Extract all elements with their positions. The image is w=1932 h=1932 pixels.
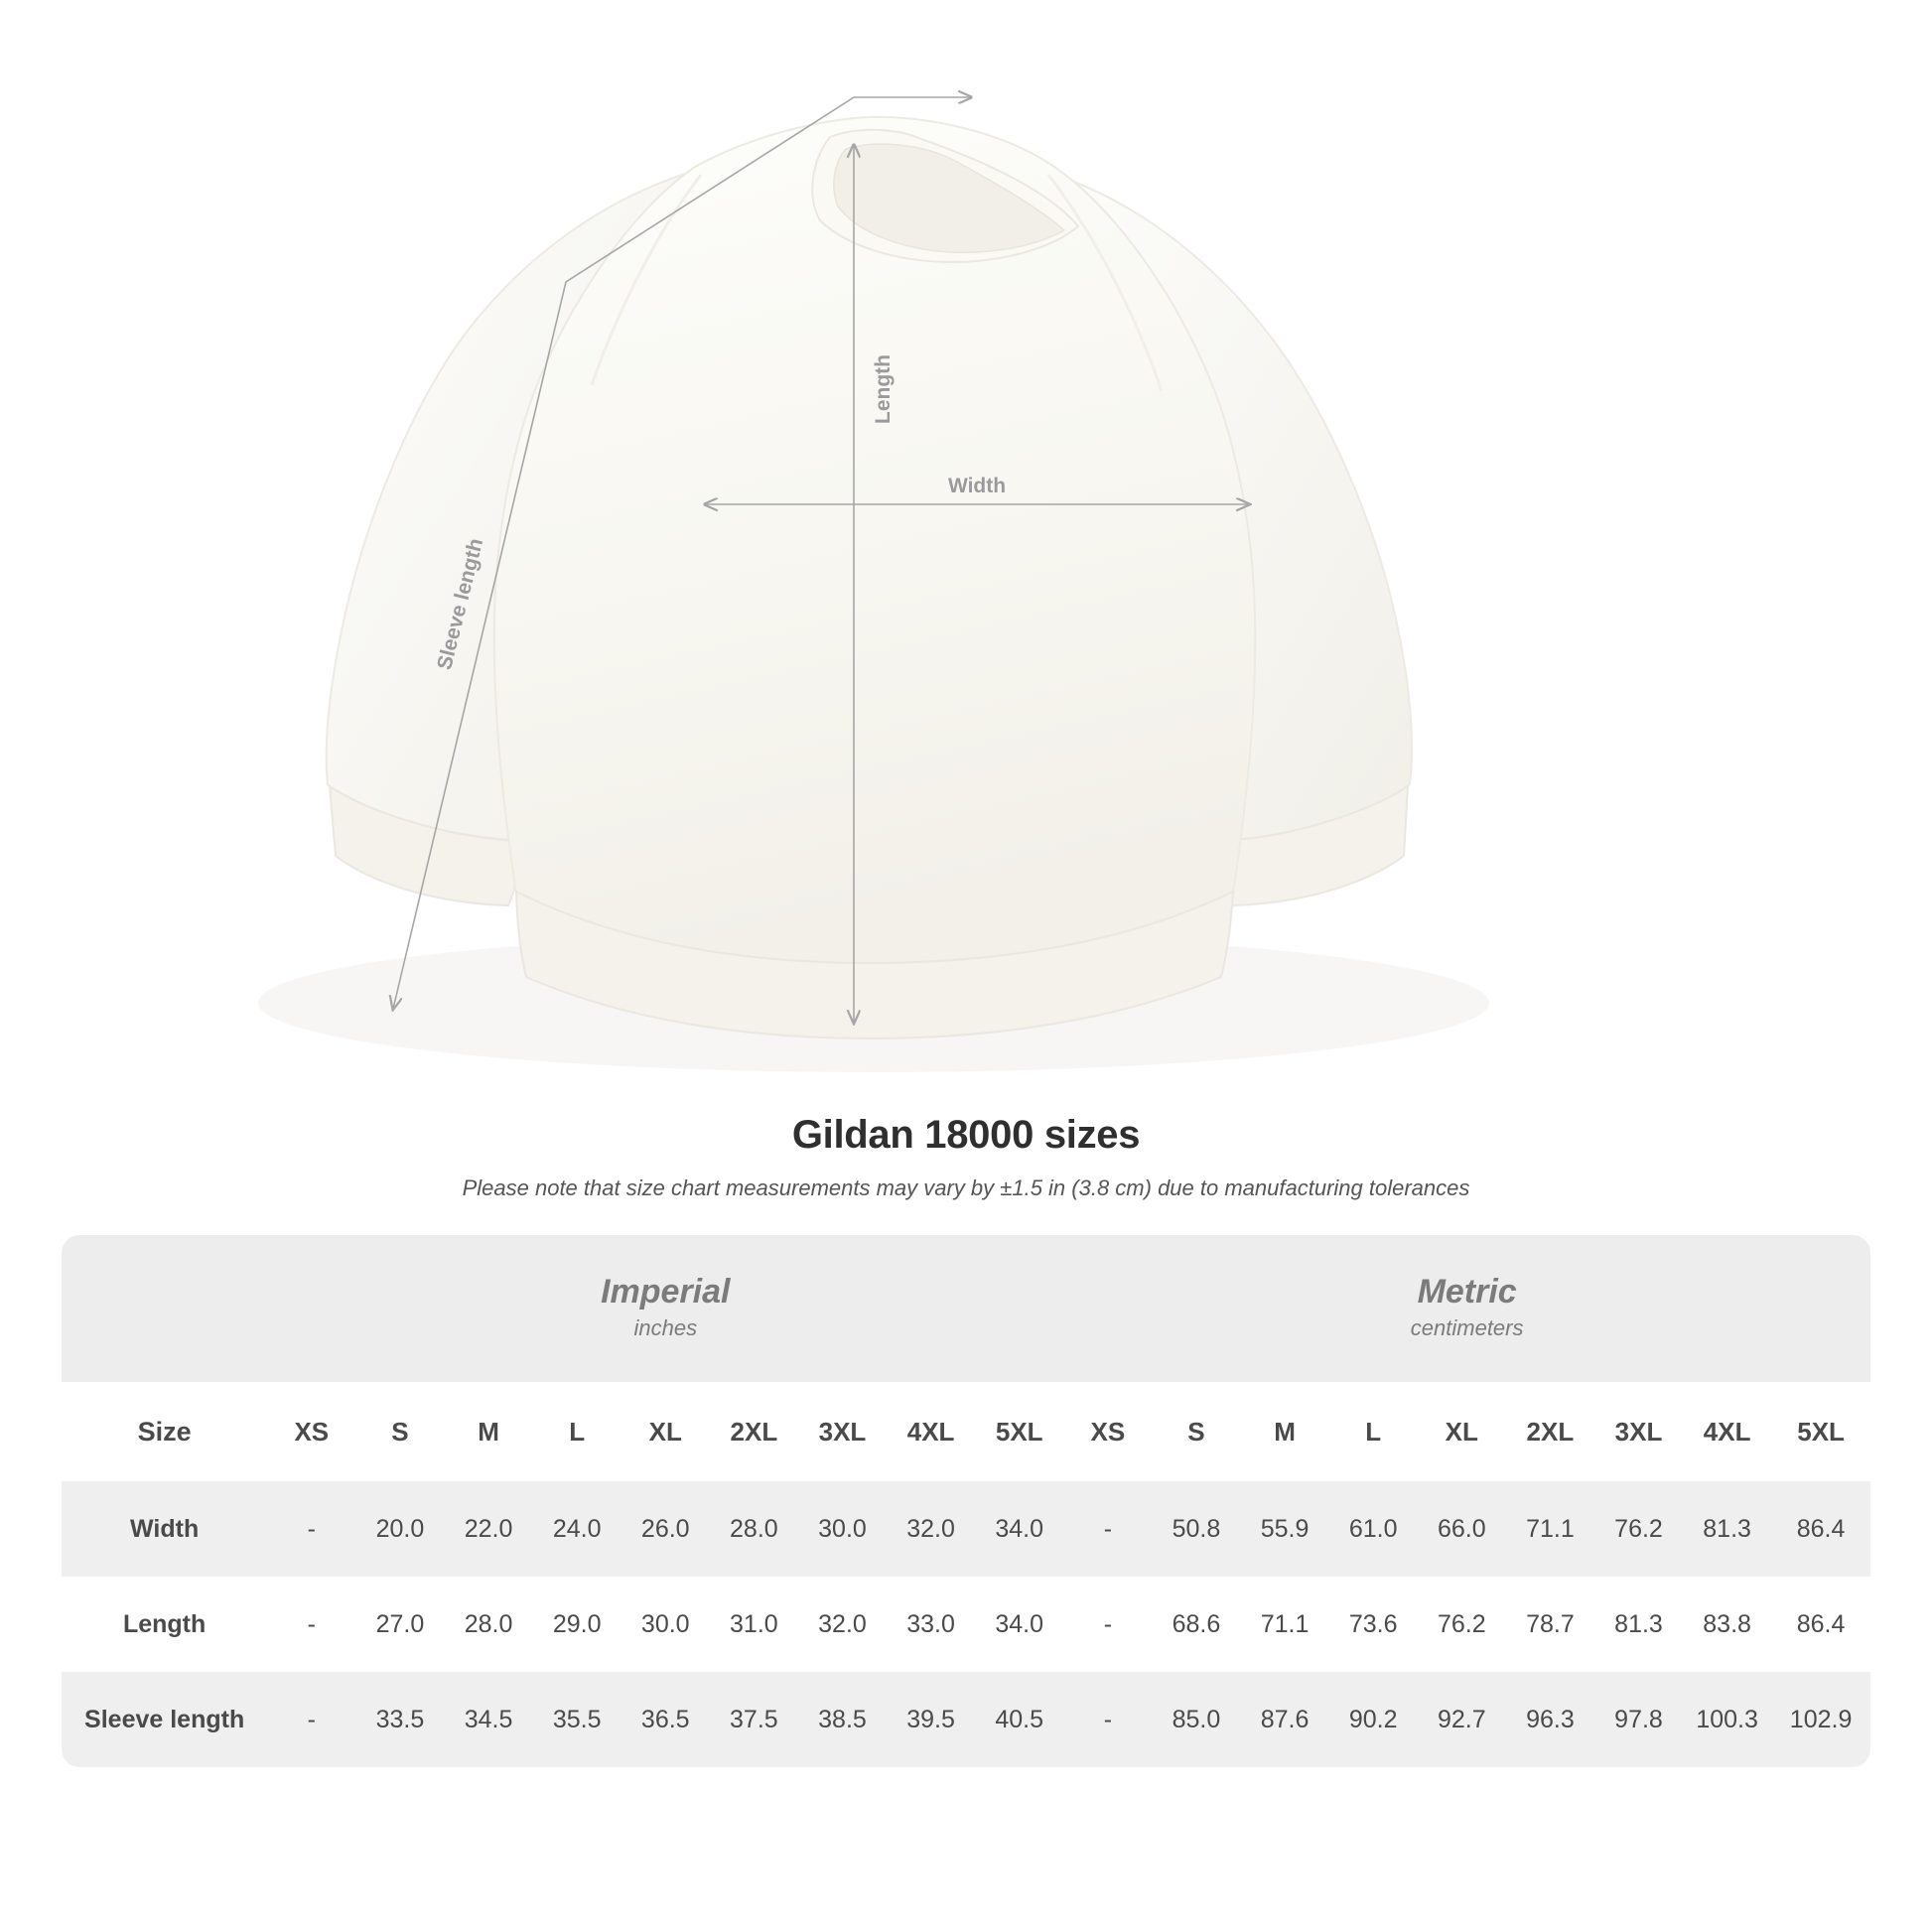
col-header-imp-l: L [533,1382,621,1481]
col-header-imp-xs: XS [267,1382,355,1481]
unit-group-metric [1063,1235,1870,1382]
cell-sleeve-met-xl: 92.7 [1418,1672,1506,1767]
col-header-imp-4xl: 4XL [887,1382,975,1481]
col-header-met-l: L [1329,1382,1418,1481]
cell-length-imp-3xl: 32.0 [798,1577,887,1672]
cell-length-met-4xl: 83.8 [1683,1577,1771,1672]
cell-sleeve-met-5xl: 102.9 [1771,1672,1870,1767]
cell-length-imp-l: 29.0 [533,1577,621,1672]
row-label-width: Width [62,1481,267,1577]
unit-header-row [62,1235,1870,1382]
cell-sleeve-imp-s: 33.5 [355,1672,444,1767]
cell-length-imp-xs: - [267,1577,355,1672]
sleeve-length-label: Sleeve length [433,535,488,672]
cell-sleeve-imp-2xl: 37.5 [710,1672,798,1767]
cell-sleeve-imp-l: 35.5 [533,1672,621,1767]
page-title: Gildan 18000 sizes [791,1113,1141,1157]
cell-sleeve-met-3xl: 97.8 [1594,1672,1683,1767]
cell-width-imp-3xl: 30.0 [798,1481,887,1577]
cell-sleeve-imp-5xl: 40.5 [975,1672,1063,1767]
cell-length-met-xs: - [1063,1577,1152,1672]
cell-length-imp-2xl: 31.0 [710,1577,798,1672]
cell-width-met-l: 61.0 [1329,1481,1418,1577]
cell-sleeve-imp-3xl: 38.5 [798,1672,887,1767]
col-header-imp-5xl: 5XL [975,1382,1063,1481]
cell-width-met-2xl: 71.1 [1506,1481,1594,1577]
col-header-met-4xl: 4XL [1683,1382,1771,1481]
cell-sleeve-imp-xs: - [267,1672,355,1767]
row-header-size: Size [62,1382,267,1481]
table-row [62,1577,1870,1672]
col-header-imp-3xl: 3XL [798,1382,887,1481]
unit-group-metric-sub: centimeters [1410,1315,1524,1341]
cell-width-met-5xl: 86.4 [1771,1481,1870,1577]
cell-width-met-xl: 66.0 [1418,1481,1506,1577]
cell-sleeve-met-l: 90.2 [1329,1672,1418,1767]
unit-group-imperial-name: Imperial [601,1272,731,1311]
col-header-met-5xl: 5XL [1771,1382,1870,1481]
cell-width-met-xs: - [1063,1481,1152,1577]
cell-length-met-5xl: 86.4 [1771,1577,1870,1672]
cell-length-imp-4xl: 33.0 [887,1577,975,1672]
cell-length-met-xl: 76.2 [1418,1577,1506,1672]
cell-width-met-s: 50.8 [1152,1481,1240,1577]
size-table-wrapper [62,1235,1870,1767]
col-header-met-2xl: 2XL [1506,1382,1594,1481]
cell-width-imp-4xl: 32.0 [887,1481,975,1577]
unit-group-imperial-sub: inches [633,1315,698,1341]
cell-sleeve-met-m: 87.6 [1241,1672,1329,1767]
cell-width-imp-l: 24.0 [533,1481,621,1577]
cell-length-met-3xl: 81.3 [1594,1577,1683,1672]
width-label: Width [947,475,1007,497]
col-header-met-s: S [1152,1382,1240,1481]
size-table [62,1235,1870,1767]
cell-width-imp-m: 22.0 [444,1481,532,1577]
cell-length-met-m: 71.1 [1241,1577,1329,1672]
cell-width-met-4xl: 81.3 [1683,1481,1771,1577]
table-row [62,1672,1870,1767]
cell-length-imp-xl: 30.0 [621,1577,710,1672]
col-header-met-3xl: 3XL [1594,1382,1683,1481]
cell-width-imp-5xl: 34.0 [975,1481,1063,1577]
tolerance-note: Please note that size chart measurements may vary by ±1.5 in (3.8 cm) due to manufacturing tolerances [462,1175,1470,1200]
column-header-row [62,1382,1870,1481]
cell-width-met-3xl: 76.2 [1594,1481,1683,1577]
cell-sleeve-met-s: 85.0 [1152,1672,1240,1767]
row-label-length: Length [62,1577,267,1672]
cell-sleeve-met-2xl: 96.3 [1506,1672,1594,1767]
title-block [0,1113,1932,1201]
col-header-met-m: M [1241,1382,1329,1481]
cell-width-imp-xl: 26.0 [621,1481,710,1577]
cell-width-imp-xs: - [267,1481,355,1577]
cell-sleeve-imp-xl: 36.5 [621,1672,710,1767]
unit-group-metric-name: Metric [1417,1272,1517,1311]
col-header-imp-xl: XL [621,1382,710,1481]
col-header-imp-m: M [444,1382,532,1481]
cell-sleeve-imp-4xl: 39.5 [887,1672,975,1767]
cell-length-met-l: 73.6 [1329,1577,1418,1672]
cell-width-imp-2xl: 28.0 [710,1481,798,1577]
cell-length-imp-s: 27.0 [355,1577,444,1672]
unit-group-imperial [267,1235,1063,1382]
col-header-imp-s: S [355,1382,444,1481]
cell-length-imp-5xl: 34.0 [975,1577,1063,1672]
table-row [62,1481,1870,1577]
cell-length-met-s: 68.6 [1152,1577,1240,1672]
col-header-met-xl: XL [1418,1382,1506,1481]
cell-sleeve-met-xs: - [1063,1672,1152,1767]
cell-length-imp-m: 28.0 [444,1577,532,1672]
cell-sleeve-imp-m: 34.5 [444,1672,532,1767]
cell-width-met-m: 55.9 [1241,1481,1329,1577]
col-header-met-xs: XS [1063,1382,1152,1481]
col-header-imp-2xl: 2XL [710,1382,798,1481]
row-label-sleeve-length: Sleeve length [62,1672,267,1767]
cell-width-imp-s: 20.0 [355,1481,444,1577]
unit-corner-cell [62,1235,267,1382]
cell-length-met-2xl: 78.7 [1506,1577,1594,1672]
length-label: Length [872,354,895,424]
cell-sleeve-met-4xl: 100.3 [1683,1672,1771,1767]
